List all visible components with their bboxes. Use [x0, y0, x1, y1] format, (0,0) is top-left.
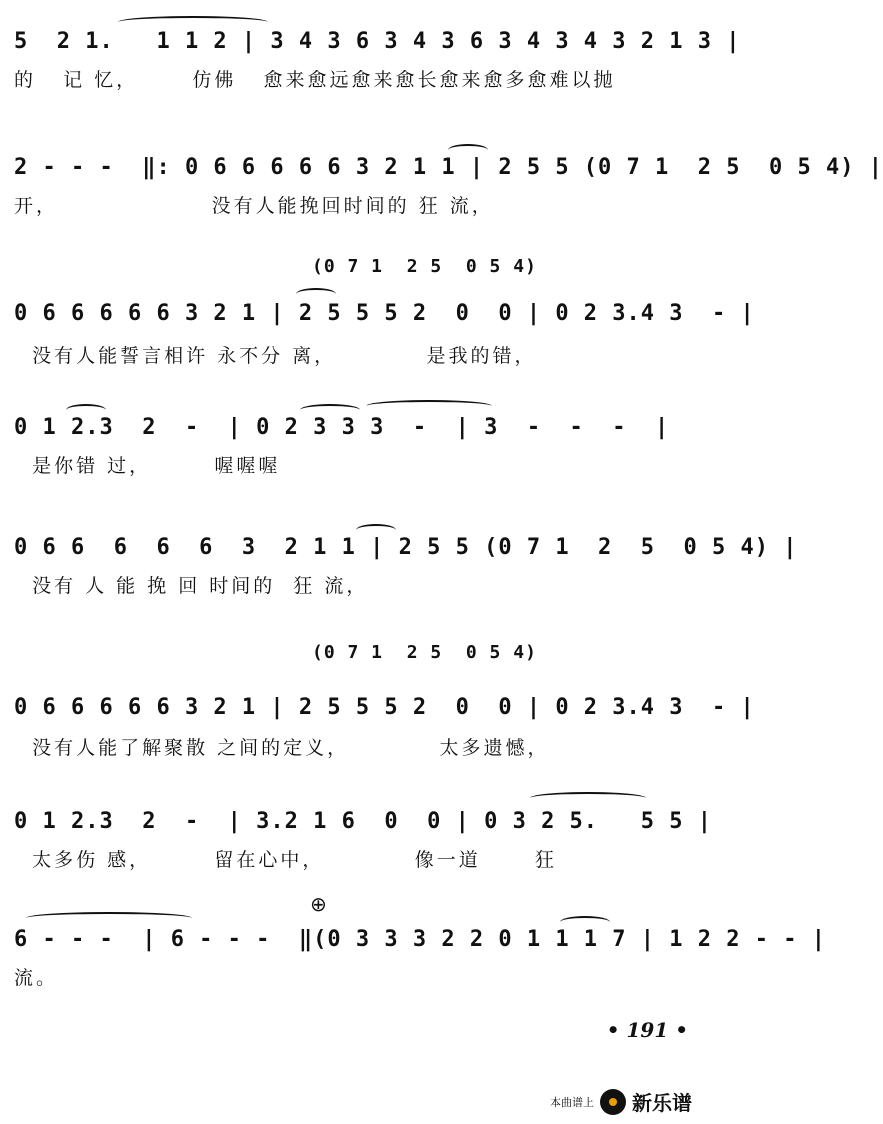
watermark-caption: 本曲谱上: [550, 1095, 594, 1109]
slur: [300, 404, 360, 416]
page-number: • 191 •: [606, 1018, 688, 1042]
lyrics-line: 没有人能誓言相许 永不分 离， 是我的错，: [14, 345, 537, 367]
slur: [366, 400, 492, 412]
notation-line: 2 - - - ‖: 0 6 6 6 6 6 3 2 1 1 | 2 5 5 (0 7 1 2 5 0 5 4) |: [14, 155, 883, 180]
watermark-brand: 新乐谱: [632, 1091, 692, 1115]
notation-line: 0 1 2.3 2 - | 0 2 3 3 3 - | 3 - - - |: [14, 415, 670, 440]
notation-line: 0 6 6 6 6 6 3 2 1 1 | 2 5 5 (0 7 1 2 5 0 5 4) |: [14, 535, 798, 560]
lyrics-line: 开， 没有人能挽回时间的 狂 流，: [14, 195, 494, 217]
lyrics-line: 流。: [14, 967, 59, 989]
slur: [66, 404, 106, 416]
slur: [560, 916, 610, 928]
parenthetical-notation: (0 7 1 2 5 0 5 4): [312, 642, 537, 663]
slur: [448, 144, 488, 156]
notation-line: 5 2 1. 1 1 2 | 3 4 3 6 3 4 3 6 3 4 3 4 3 2 1 3 |: [14, 29, 741, 54]
slur: [296, 288, 336, 300]
lyrics-line: 没有 人 能 挽 回 时间的 狂 流，: [14, 575, 369, 597]
slur: [356, 524, 396, 536]
vinyl-logo-icon: [600, 1089, 626, 1115]
notation-line: 0 1 2.3 2 - | 3.2 1 6 0 0 | 0 3 2 5. 5 5 |: [14, 809, 713, 834]
lyrics-line: 是你错 过， 喔喔喔: [14, 455, 281, 477]
slur: [530, 792, 646, 804]
notation-line: 6 - - - | 6 - - - ‖(0 3 3 3 2 2 0 1 1 1 7 | 1 2 2 - - |: [14, 927, 826, 952]
coda-icon: ⊕: [310, 892, 327, 916]
lyrics-line: 的 记 忆， 仿佛 愈来愈远愈来愈长愈来愈多愈难以抛: [14, 69, 616, 91]
lyrics-line: 没有人能了解聚散 之间的定义， 太多遗憾，: [14, 737, 550, 759]
slur: [26, 912, 192, 924]
site-watermark: [550, 1087, 692, 1116]
lyrics-line: 太多伤 感， 留在心中， 像一道 狂: [14, 849, 558, 871]
slur: [118, 16, 268, 28]
parenthetical-notation: (0 7 1 2 5 0 5 4): [312, 256, 537, 277]
notation-line: 0 6 6 6 6 6 3 2 1 | 2 5 5 5 2 0 0 | 0 2 3.4 3 - |: [14, 695, 755, 720]
notation-line: 0 6 6 6 6 6 3 2 1 | 2 5 5 5 2 0 0 | 0 2 3.4 3 - |: [14, 301, 755, 326]
